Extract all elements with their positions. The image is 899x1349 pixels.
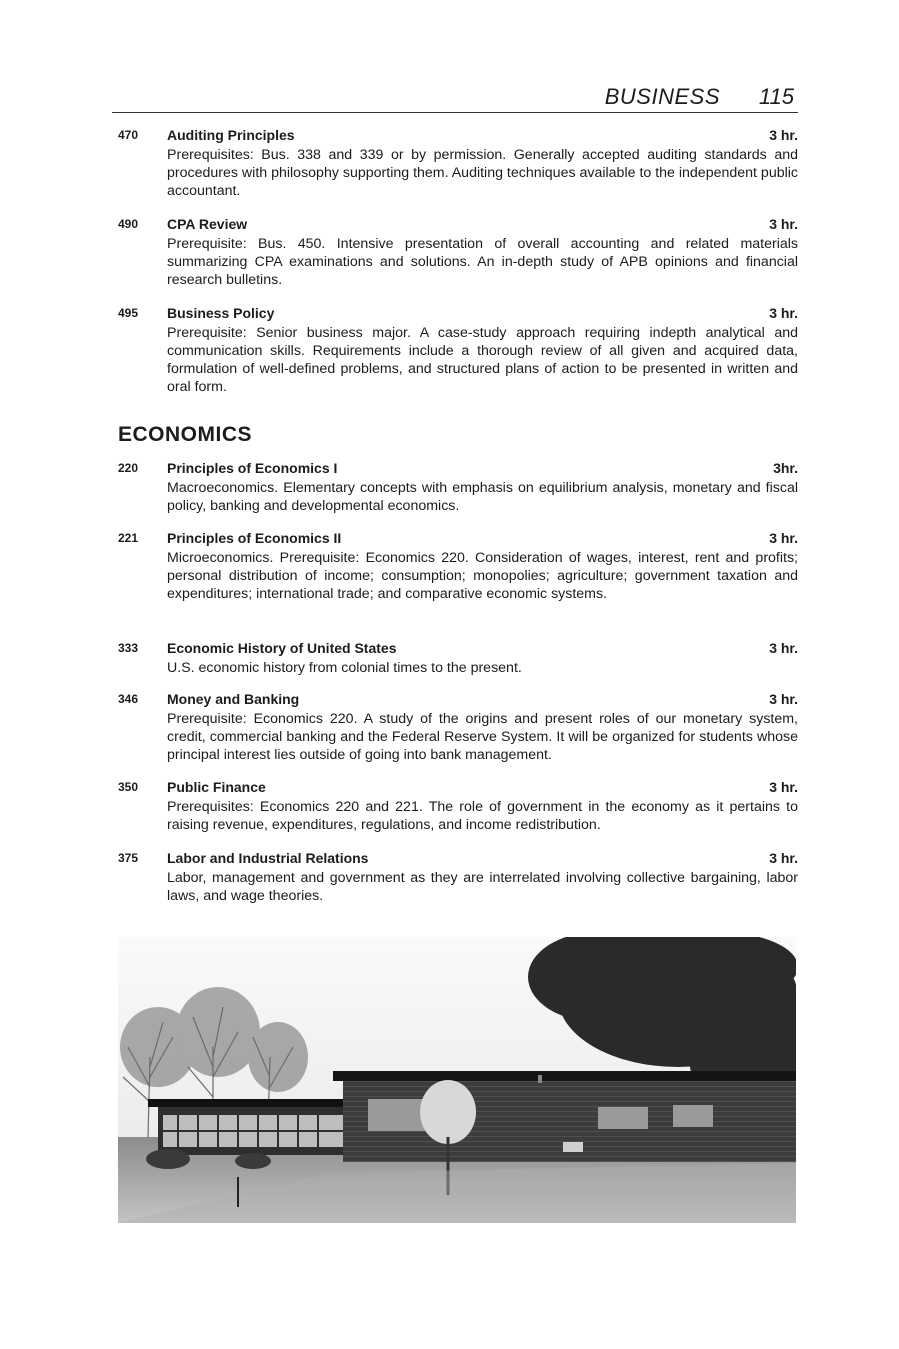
course-description: Prerequisite: Senior business major. A case-study approach requiring indepth analytical and communication skills. Requirements include a thorough review of all given and acquired data, formulation of well-defined problems, and structured plans of action to be presented in written and oral form.: [167, 325, 798, 395]
page-number: 115: [758, 84, 794, 109]
course-hours: 3 hr.: [769, 640, 798, 656]
course-title: Principles of Economics I: [167, 460, 338, 476]
course-hours: 3 hr.: [769, 691, 798, 707]
course-number: 221: [118, 531, 139, 545]
course-description: Prerequisite: Economics 220. A study of the origins and present roles of our monetary system, credit, commercial banking and the Federal Reserve System. It will be organized for students whose principal interest lies outside of going into bank management.: [167, 711, 798, 763]
course-entry: [118, 530, 798, 603]
course-number: 220: [118, 461, 139, 475]
course-entry: [118, 691, 798, 764]
course-hours: 3 hr.: [769, 530, 798, 546]
course-entry: [118, 216, 798, 289]
course-description: U.S. economic history from colonial times to the present.: [167, 660, 522, 676]
course-number: 490: [118, 217, 139, 231]
department-heading: ECONOMICS: [118, 423, 253, 446]
course-title: Money and Banking: [167, 691, 300, 707]
page-header: [112, 80, 798, 113]
course-title: Economic History of United States: [167, 640, 397, 656]
course-hours: 3hr.: [773, 460, 798, 476]
course-number: 333: [118, 641, 139, 655]
course-title: Public Finance: [167, 779, 266, 795]
course-hours: 3 hr.: [769, 779, 798, 795]
course-entry: [118, 779, 798, 834]
campus-building-photo: [118, 937, 796, 1223]
course-number: 495: [118, 306, 139, 320]
course-number: 375: [118, 851, 139, 865]
course-description: Prerequisites: Economics 220 and 221. The role of government in the economy as it pertains to raising revenue, expenditures, regulations, and income redistribution.: [167, 799, 798, 833]
course-title: Business Policy: [167, 305, 275, 321]
course-entry: [118, 640, 798, 677]
course-number: 346: [118, 692, 139, 706]
course-title: Labor and Industrial Relations: [167, 850, 369, 866]
course-hours: 3 hr.: [769, 216, 798, 232]
course-hours: 3 hr.: [769, 305, 798, 321]
course-hours: 3 hr.: [769, 850, 798, 866]
course-description: Labor, management and government as they are interrelated involving collective bargaining, labor laws, and wage theories.: [167, 870, 798, 904]
course-description: Macroeconomics. Elementary concepts with emphasis on equilibrium analysis, monetary and fiscal policy, banking and developmental economics.: [167, 480, 798, 514]
course-title: Auditing Principles: [167, 127, 295, 143]
course-description: Microeconomics. Prerequisite: Economics 220. Consideration of wages, interest, rent and profits; personal distribution of income; consumption; monopolies; agriculture; government taxation and expenditures; international trade; and comparative economic systems.: [167, 550, 798, 602]
course-entry: [118, 460, 798, 515]
course-entry: [118, 127, 798, 200]
course-title: Principles of Economics II: [167, 530, 342, 546]
course-entry: [118, 850, 798, 905]
course-number: 350: [118, 780, 139, 794]
course-entry: [118, 305, 798, 396]
course-title: CPA Review: [167, 216, 248, 232]
course-number: 470: [118, 128, 139, 142]
section-name: BUSINESS: [604, 84, 720, 109]
course-description: Prerequisite: Bus. 450. Intensive presentation of overall accounting and related materials summarizing CPA examinations and solutions. An in-depth study of APB opinions and financial research bulletins.: [167, 236, 798, 288]
course-hours: 3 hr.: [769, 127, 798, 143]
course-description: Prerequisites: Bus. 338 and 339 or by permission. Generally accepted auditing standards and procedures with philosophy supporting them. Auditing techniques available to the independent public accountant.: [167, 147, 798, 199]
